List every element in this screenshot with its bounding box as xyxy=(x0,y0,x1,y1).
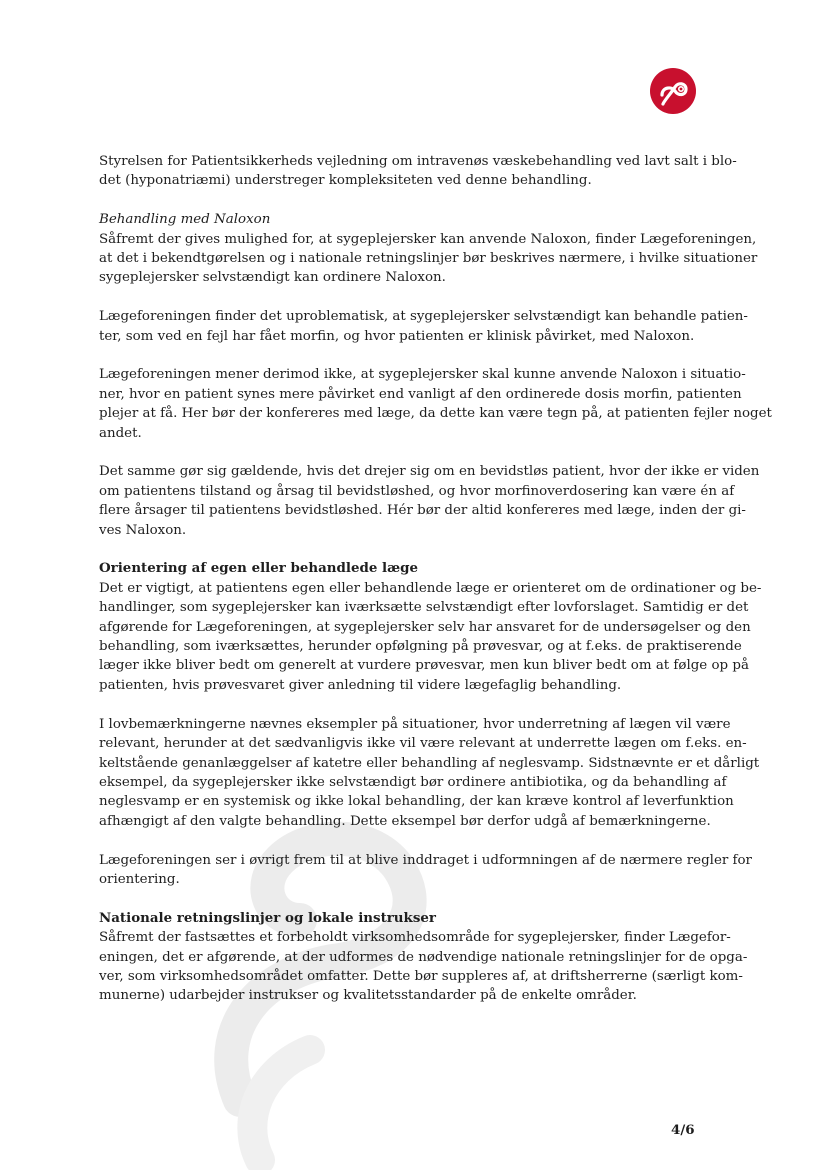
text-line: afgørende for Lægeforeningen, at sygeplejersker selv har ansvaret for de undersøgelser og den xyxy=(99,619,751,635)
text-line: flere årsager til patientens bevidstløshed. Hér bør der altid konfereres med læge, inden der gi- xyxy=(99,503,746,519)
section-heading: Behandling med Naloxon xyxy=(99,212,271,228)
text-line: Styrelsen for Patientsikkerheds vejledning om intravenøs væskebehandling ved lavt salt i blo- xyxy=(99,154,737,169)
section xyxy=(99,909,748,1006)
text-line: Det samme gør sig gældende, hvis det drejer sig om en bevidstløs patient, hvor der ikke er viden xyxy=(99,464,760,480)
document-body xyxy=(99,152,772,1025)
text-line: Lægeforeningen finder det uproblematisk, at sygeplejersker selvstændigt kan behandle patien- xyxy=(99,309,748,325)
text-line: behandling, som iværksættes, herunder opfølgning på prøvesvar, og at f.eks. de praktiserende xyxy=(99,639,742,655)
text-line: afhængigt af den valgte behandling. Dette eksempel bør derfor udgå af bemærkningerne. xyxy=(99,813,711,829)
paragraph xyxy=(99,715,760,831)
paragraph xyxy=(99,851,752,890)
text-line: Det er vigtigt, at patientens egen eller behandlende læge er orienteret om de ordinationer og be- xyxy=(99,580,762,596)
text-line: Såfremt der gives mulighed for, at sygeplejersker kan anvende Naloxon, finder Lægeforeningen, xyxy=(99,231,757,247)
text-line: neglesvamp er en systemisk og ikke lokal behandling, der kan kræve kontrol af leverfunktion xyxy=(99,794,734,810)
text-line: ver, som virksomhedsområdet omfatter. Dette bør suppleres af, at driftsherrerne (særligt kom- xyxy=(99,968,743,984)
serpent-icon xyxy=(650,68,696,114)
text-line: I lovbemærkningerne nævnes eksempler på situationer, hvor underretning af lægen vil være xyxy=(99,716,731,732)
text-line: sygeplejersker selvstændigt kan ordinere Naloxon. xyxy=(99,270,446,286)
text-line: om patientens tilstand og årsag til bevidstløshed, og hvor morfinoverdosering kan være én af xyxy=(99,483,735,499)
text-line: ter, som ved en fejl har fået morfin, og hvor patienten er klinisk påvirket, med Naloxon. xyxy=(99,328,695,344)
text-line: Såfremt der fastsættes et forbeholdt virksomhedsområde for sygeplejersker, finder Lægefor- xyxy=(99,930,731,946)
text-line: Lægeforeningen mener derimod ikke, at sygeplejersker skal kunne anvende Naloxon i situatio- xyxy=(99,367,746,383)
text-line: det (hyponatriæmi) understreger kompleksiteten ved denne behandling. xyxy=(99,173,592,189)
text-line: handlinger, som sygeplejersker kan iværksætte selvstændigt efter lovforslaget. Samtidig er det xyxy=(99,600,749,616)
logo xyxy=(650,68,696,114)
text-line: andet. xyxy=(99,425,142,441)
text-line: eningen, det er afgørende, at der udformes de nødvendige nationale retningslinjer for de opga- xyxy=(99,949,748,965)
text-line: ner, hvor en patient synes mere påvirket end vanligt af den ordinerede dosis morfin, patienten xyxy=(99,386,742,402)
section xyxy=(99,210,758,288)
text-line: at det i bekendtgørelsen og i nationale retningslinjer bør beskrives nærmere, i hvilke situationer xyxy=(99,251,758,267)
paragraph xyxy=(99,462,760,540)
page-number: 4/6 xyxy=(671,1122,695,1138)
section xyxy=(99,559,762,695)
paragraph xyxy=(99,307,748,346)
text-line: ves Naloxon. xyxy=(99,522,187,538)
section-heading: Nationale retningslinjer og lokale instrukser xyxy=(99,909,436,926)
text-line: patienten, hvis prøvesvaret giver anledning til videre lægefaglig behandling. xyxy=(99,677,622,693)
text-line: plejer at få. Her bør der konfereres med læge, da dette kan være tegn på, at patienten fejler noget xyxy=(99,406,772,422)
text-line: munerne) udarbejder instrukser og kvalitetsstandarder på de enkelte områder. xyxy=(99,988,637,1004)
paragraph xyxy=(99,152,737,191)
text-line: orientering. xyxy=(99,871,180,887)
text-line: Lægeforeningen ser i øvrigt frem til at blive inddraget i udformningen af de nærmere regler for xyxy=(99,852,752,868)
text-line: læger ikke bliver bedt om generelt at vurdere prøvesvar, men kun bliver bedt om at følge op på xyxy=(99,658,749,674)
text-line: eksempel, da sygeplejersker ikke selvstændigt bør ordinere antibiotika, og da behandling af xyxy=(99,774,727,790)
text-line: keltstående genanlæggelser af katetre eller behandling af neglesvamp. Sidstnævnte er et dårligt xyxy=(99,755,760,771)
text-line: relevant, herunder at det sædvanligvis ikke vil være relevant at underrette lægen om f.eks. en- xyxy=(99,736,747,752)
section-heading: Orientering af egen eller behandlede læge xyxy=(99,560,419,577)
paragraph xyxy=(99,365,772,443)
